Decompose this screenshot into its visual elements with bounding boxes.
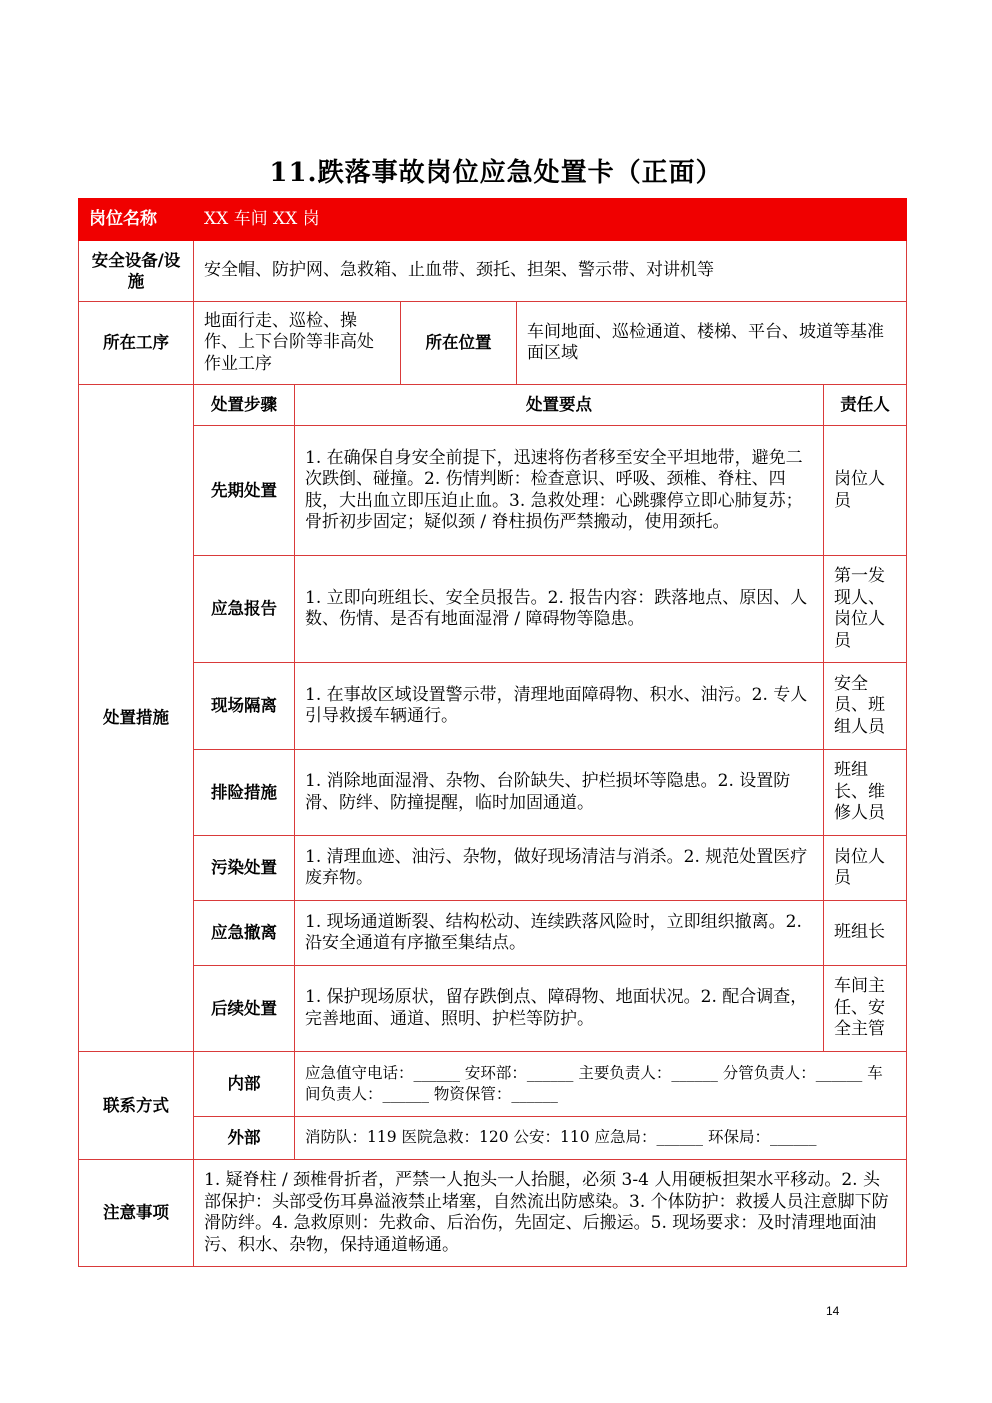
measure-step: 应急报告	[194, 556, 295, 663]
emergency-card-table	[78, 198, 907, 1267]
post-name-label: 岗位名称	[79, 199, 194, 241]
measure-points: 1. 清理血迹、油污、杂物，做好现场清洁与消杀。2. 规范处置医疗废弃物。	[295, 836, 824, 901]
equipment-row	[79, 241, 907, 302]
contact-external-value: 消防队：119 医院急救：120 公安：110 应急局：______ 环保局：______	[295, 1117, 907, 1160]
contact-internal-row	[79, 1052, 907, 1117]
equipment-value: 安全帽、防护网、急救箱、止血带、颈托、担架、警示带、对讲机等	[194, 241, 907, 302]
measure-responsible: 车间主任、安全主管	[824, 966, 907, 1052]
measure-row	[79, 966, 907, 1052]
measure-step: 污染处置	[194, 836, 295, 901]
col-resp-header: 责任人	[824, 385, 907, 426]
measure-row	[79, 836, 907, 901]
process-label: 所在工序	[79, 302, 194, 385]
process-value: 地面行走、巡检、操作、上下台阶等非高处作业工序	[194, 302, 401, 385]
measure-responsible: 第一发现人、岗位人员	[824, 556, 907, 663]
measure-responsible: 岗位人员	[824, 426, 907, 556]
measure-points: 1. 在确保自身安全前提下，迅速将伤者移至安全平坦地带，避免二次跌倒、碰撞。2. 伤情判断：检查意识、呼吸、颈椎、脊柱、四肢，大出血立即压迫止血。3. 急救处理：心跳骤停立即心肺复苏；骨折初步固定；疑似颈 / 脊柱损伤严禁搬动，使用颈托。	[295, 426, 824, 556]
page-number: 14	[826, 1304, 840, 1318]
measure-responsible: 班组长、维修人员	[824, 750, 907, 836]
post-name-value: XX 车间 XX 岗	[194, 199, 907, 241]
contact-label: 联系方式	[79, 1052, 194, 1160]
col-step-header: 处置步骤	[194, 385, 295, 426]
contact-internal-value: 应急值守电话：______ 安环部：______ 主要负责人：______ 分管负责人：______ 车间负责人：______ 物资保管：______	[295, 1052, 907, 1117]
measure-points: 1. 消除地面湿滑、杂物、台阶缺失、护栏损坏等隐患。2. 设置防滑、防绊、防撞提醒，临时加固通道。	[295, 750, 824, 836]
contact-external-label: 外部	[194, 1117, 295, 1160]
measure-row	[79, 426, 907, 556]
measure-row	[79, 556, 907, 663]
measure-responsible: 安全员、班组人员	[824, 663, 907, 750]
location-value: 车间地面、巡检通道、楼梯、平台、坡道等基准面区域	[517, 302, 907, 385]
header-row	[79, 199, 907, 241]
measures-header-row	[79, 385, 907, 426]
measures-label: 处置措施	[79, 385, 194, 1052]
notes-row	[79, 1160, 907, 1267]
measure-responsible: 班组长	[824, 901, 907, 966]
measure-step: 后续处置	[194, 966, 295, 1052]
measure-points: 1. 立即向班组长、安全员报告。2. 报告内容：跌落地点、原因、人数、伤情、是否有地面湿滑 / 障碍物等隐患。	[295, 556, 824, 663]
measure-row	[79, 750, 907, 836]
col-points-header: 处置要点	[295, 385, 824, 426]
measure-points: 1. 保护现场原状，留存跌倒点、障碍物、地面状况。2. 配合调查，完善地面、通道、照明、护栏等防护。	[295, 966, 824, 1052]
measure-responsible: 岗位人员	[824, 836, 907, 901]
measure-step: 排险措施	[194, 750, 295, 836]
measure-points: 1. 在事故区域设置警示带，清理地面障碍物、积水、油污。2. 专人引导救援车辆通行。	[295, 663, 824, 750]
page-title: 11.跌落事故岗位应急处置卡（正面）	[269, 158, 723, 188]
measure-step: 先期处置	[194, 426, 295, 556]
equipment-label: 安全设备/设施	[79, 241, 194, 302]
notes-label: 注意事项	[79, 1160, 194, 1267]
measure-step: 应急撤离	[194, 901, 295, 966]
contact-external-row	[79, 1117, 907, 1160]
measure-row	[79, 663, 907, 750]
measure-step: 现场隔离	[194, 663, 295, 750]
notes-value: 1. 疑脊柱 / 颈椎骨折者，严禁一人抱头一人抬腿，必须 3-4 人用硬板担架水平移动。2. 头部保护：头部受伤耳鼻溢液禁止堵塞，自然流出防感染。3. 个体防护：救援人员注意脚下防滑防绊。4. 急救原则：先救命、后治伤，先固定、后搬运。5. 现场要求：及时清理地面油污、积水、杂物，保持通道畅通。	[194, 1160, 907, 1267]
process-row	[79, 302, 907, 385]
measure-row	[79, 901, 907, 966]
contact-internal-label: 内部	[194, 1052, 295, 1117]
measure-points: 1. 现场通道断裂、结构松动、连续跌落风险时，立即组织撤离。2. 沿安全通道有序撤至集结点。	[295, 901, 824, 966]
location-label: 所在位置	[401, 302, 517, 385]
